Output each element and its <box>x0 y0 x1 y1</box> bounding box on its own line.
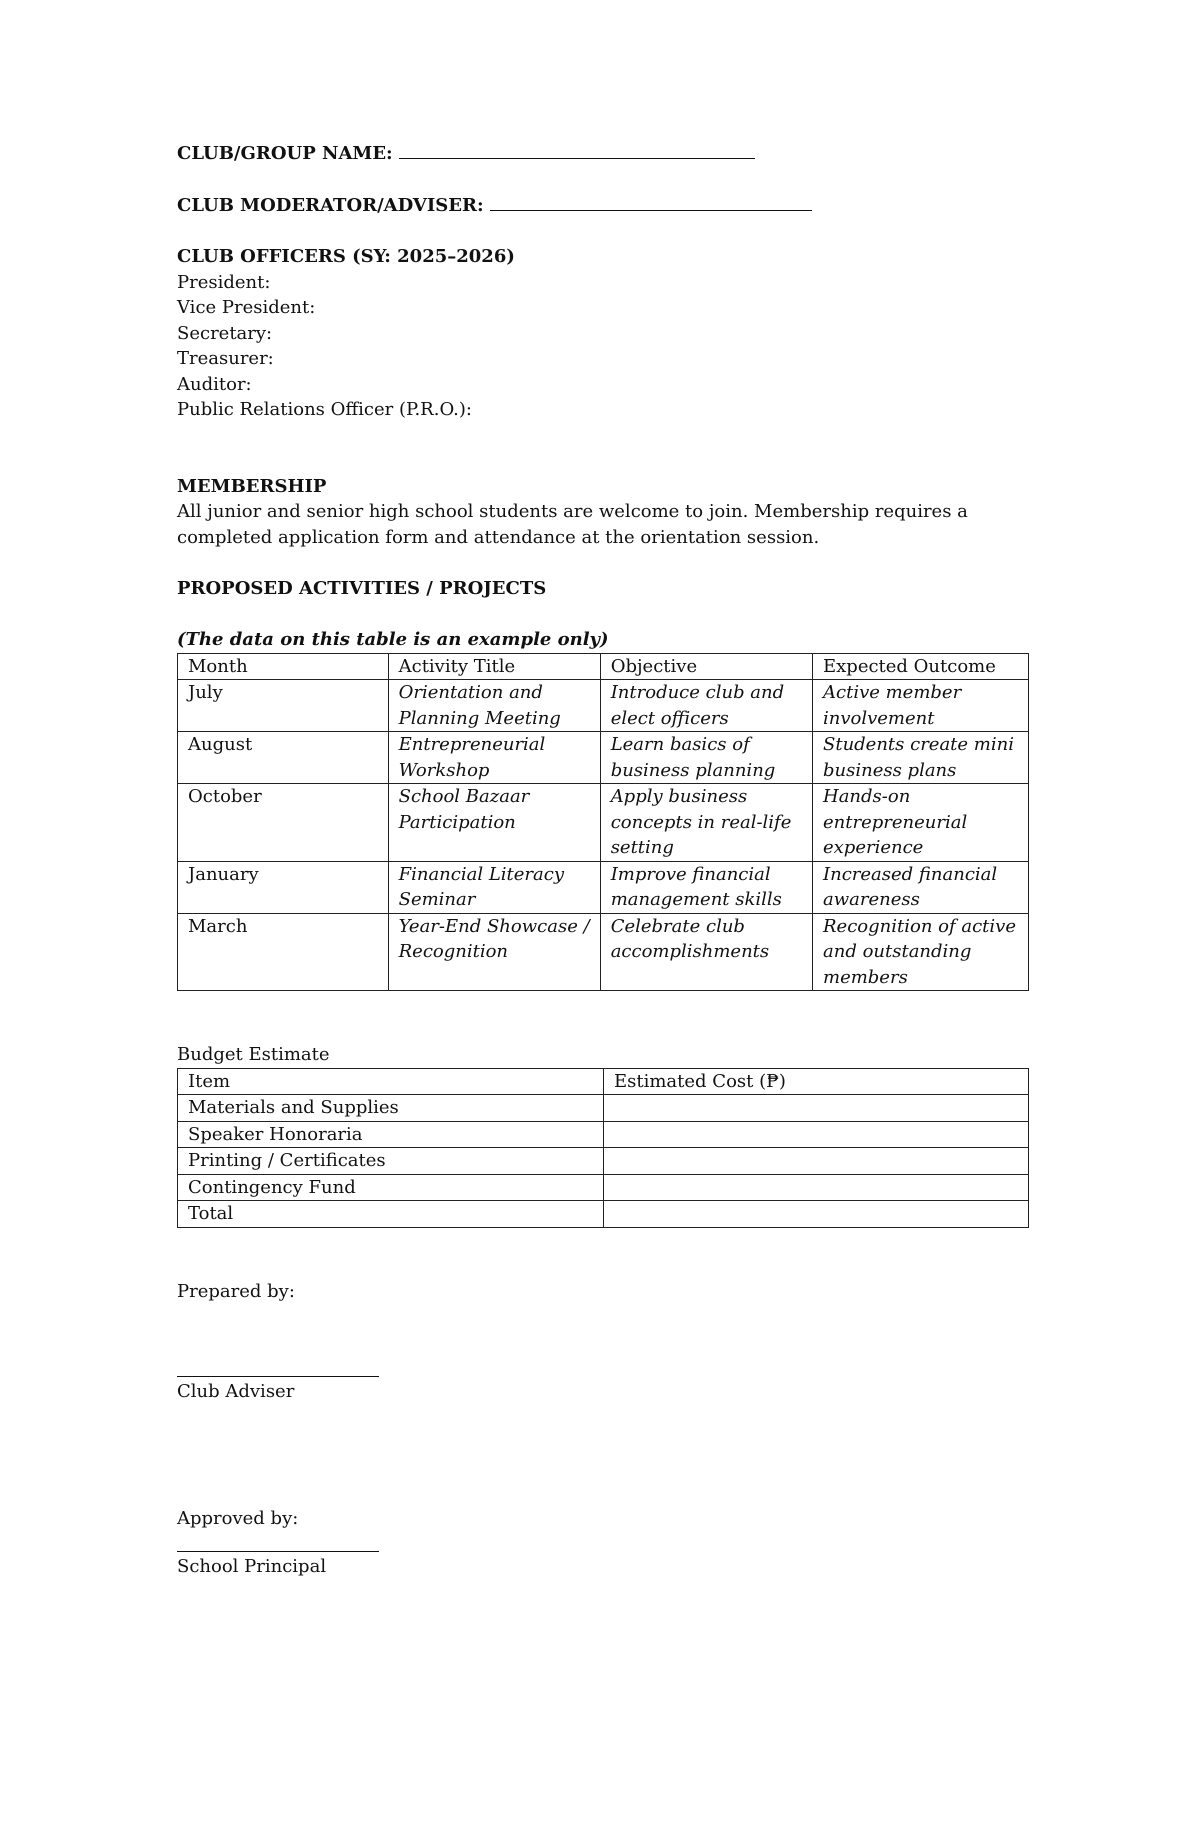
activity-title-cell: Year-End Showcase / Recognition <box>388 913 600 991</box>
budget-table <box>177 1068 1029 1228</box>
objective-cell: Celebrate club accomplishments <box>600 913 812 991</box>
outcome-cell: Recognition of active and outstanding members <box>813 913 1029 991</box>
column-header: Item <box>178 1068 604 1095</box>
club-name-blank[interactable] <box>399 140 755 159</box>
month-cell: July <box>178 680 389 732</box>
table-row <box>178 1095 1029 1122</box>
table-row <box>178 1174 1029 1201</box>
moderator-label: CLUB MODERATOR/ADVISER: <box>177 195 484 216</box>
table-row <box>178 913 1029 991</box>
budget-cost-cell[interactable] <box>604 1201 1029 1228</box>
table-row <box>178 861 1029 913</box>
activity-title-cell: Entrepreneurial Workshop <box>388 732 600 784</box>
table-row <box>178 1121 1029 1148</box>
month-cell: October <box>178 784 389 862</box>
budget-item-cell: Contingency Fund <box>178 1174 604 1201</box>
budget-heading: Budget Estimate <box>177 1044 330 1065</box>
approved-by-label: Approved by: <box>177 1507 299 1529</box>
moderator-row <box>177 192 1024 219</box>
membership-text: All junior and senior high school students are welcome to join. Membership requires a completed application form and attendance at the orientation session. <box>177 501 968 548</box>
activity-title-cell: School Bazaar Participation <box>388 784 600 862</box>
table-row <box>178 784 1029 862</box>
column-header: Expected Outcome <box>813 653 1029 680</box>
officer-auditor: Auditor: <box>177 373 252 395</box>
membership-heading: MEMBERSHIP <box>177 475 327 497</box>
officer-pro: Public Relations Officer (P.R.O.): <box>177 399 472 420</box>
officer-vice-president: Vice President: <box>177 297 316 318</box>
officers-heading: CLUB OFFICERS (SY: 2025–2026) <box>177 246 515 267</box>
officer-treasurer: Treasurer: <box>177 348 274 369</box>
approved-signature-line[interactable] <box>177 1551 379 1552</box>
officer-president: President: <box>177 271 271 293</box>
approved-role: School Principal <box>177 1556 327 1577</box>
budget-cost-cell[interactable] <box>604 1148 1029 1175</box>
month-cell: January <box>178 861 389 913</box>
outcome-cell: Hands-on entrepreneurial experience <box>813 784 1029 862</box>
budget-cost-cell[interactable] <box>604 1121 1029 1148</box>
table-row <box>178 732 1029 784</box>
month-cell: August <box>178 732 389 784</box>
table-row <box>178 1148 1029 1175</box>
prepared-role: Club Adviser <box>177 1381 295 1402</box>
budget-item-cell: Speaker Honoraria <box>178 1121 604 1148</box>
activities-note: (The data on this table is an example only) <box>177 629 609 650</box>
officer-secretary: Secretary: <box>177 322 273 344</box>
outcome-cell: Students create mini business plans <box>813 732 1029 784</box>
activities-heading: PROPOSED ACTIVITIES / PROJECTS <box>177 577 547 599</box>
activities-table <box>177 653 1029 992</box>
table-header-row <box>178 653 1029 680</box>
budget-cost-cell[interactable] <box>604 1095 1029 1122</box>
budget-item-cell: Printing / Certificates <box>178 1148 604 1175</box>
objective-cell: Learn basics of business planning <box>600 732 812 784</box>
outcome-cell: Increased financial awareness <box>813 861 1029 913</box>
column-header: Estimated Cost (₱) <box>604 1068 1029 1095</box>
month-cell: March <box>178 913 389 991</box>
budget-cost-cell[interactable] <box>604 1174 1029 1201</box>
prepared-by-label: Prepared by: <box>177 1280 295 1302</box>
moderator-blank[interactable] <box>490 192 812 211</box>
activity-title-cell: Financial Literacy Seminar <box>388 861 600 913</box>
table-row <box>178 1201 1029 1228</box>
column-header: Objective <box>600 653 812 680</box>
outcome-cell: Active member involvement <box>813 680 1029 732</box>
objective-cell: Improve financial management skills <box>600 861 812 913</box>
prepared-signature-line[interactable] <box>177 1376 379 1377</box>
activity-title-cell: Orientation and Planning Meeting <box>388 680 600 732</box>
table-row <box>178 680 1029 732</box>
budget-item-cell: Materials and Supplies <box>178 1095 604 1122</box>
table-header-row <box>178 1068 1029 1095</box>
column-header: Activity Title <box>388 653 600 680</box>
budget-item-cell: Total <box>178 1201 604 1228</box>
club-name-row <box>177 140 1024 167</box>
club-name-label: CLUB/GROUP NAME: <box>177 143 393 164</box>
column-header: Month <box>178 653 389 680</box>
objective-cell: Introduce club and elect officers <box>600 680 812 732</box>
objective-cell: Apply business concepts in real-life setting <box>600 784 812 862</box>
